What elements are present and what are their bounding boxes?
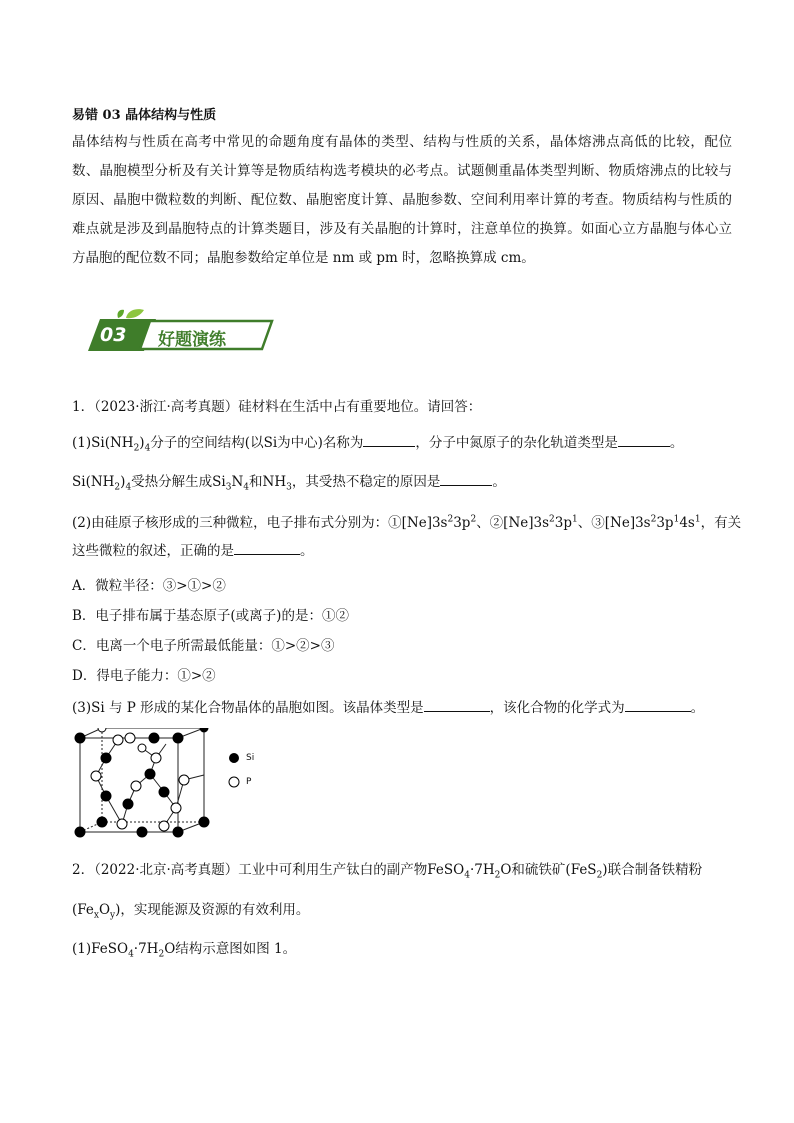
banner-label: 好题演练 bbox=[158, 330, 226, 350]
legend-si: Si bbox=[228, 752, 240, 768]
answer-blank[interactable] bbox=[625, 699, 691, 712]
option-d: D．得电子能力：①>② bbox=[72, 668, 216, 684]
option-a: A．微粒半径：③>①>② bbox=[72, 578, 226, 594]
q1-stem: 1．（2023·浙江·高考真题）硅材料在生活中占有重要地位。请回答： bbox=[72, 399, 482, 415]
unit-cell-figure bbox=[66, 728, 216, 844]
si-atom-icon bbox=[228, 752, 240, 764]
q1-part2: (2)由硅原子核形成的三种微粒，电子排布式分别为：$①[Ne]3s^23p^2$、$②[Ne]3s^23p^1$、$③[Ne]3s^23p^14s^1$，有关 bbox=[72, 514, 742, 531]
answer-blank[interactable] bbox=[440, 473, 492, 486]
q2-line2: $(Fe_xO_y)$，实现能源及资源的有效利用。 bbox=[72, 902, 310, 921]
legend-p: P bbox=[228, 776, 240, 792]
q2-stem: 2．（2022·北京·高考真题）工业中可利用生产钛白的副产物$FeSO_4\cdot 7H_2O$和硫铁矿(FeS$_2$)联合制备铁精粉 bbox=[72, 862, 703, 881]
banner-number: 03 bbox=[100, 324, 127, 346]
answer-blank[interactable] bbox=[234, 542, 300, 555]
answer-blank[interactable] bbox=[618, 434, 670, 447]
q1-part2-line2: 这些微粒的叙述，正确的是 。 bbox=[72, 543, 314, 559]
section-banner bbox=[86, 309, 276, 357]
p-atom-icon bbox=[228, 776, 240, 788]
q1-part1b: $Si(NH_2)_4$受热分解生成$Si_3N_4$和$NH_3$，其受热不稳定的原因是 。 bbox=[72, 474, 506, 493]
intro-paragraph: 晶体结构与性质在高考中常见的命题角度有晶体的类型、结构与性质的关系，晶体熔沸点高低的比较，配位数、晶胞模型分析及有关计算等是物质结构选考模块的必考点。试题侧重晶体类型判断、物质熔沸点的比较与原因、晶胞中微粒数的判断、配位数、晶胞密度计算、晶胞参数、空间利用率计算的考查。物质结构与性质的难点就是涉及到晶胞特点的计算类题目，涉及有关晶胞的计算时，注意单位的换算。如面心立方晶胞与体心立方晶胞的配位数不同；晶胞参数给定单位是 nm 或 pm 时，忽略换算成 cm。 bbox=[72, 134, 732, 266]
q2-part1: $(1)FeSO_4\cdot 7H_2O$结构示意图如图 1。 bbox=[72, 941, 297, 960]
q1-part3: (3)Si 与 P 形成的某化合物晶体的晶胞如图。该晶体类型是 ，该化合物的化学式为 。 bbox=[72, 700, 705, 716]
answer-blank[interactable] bbox=[424, 699, 490, 712]
section-title: 易错 03 晶体结构与性质 bbox=[72, 108, 217, 123]
q1-part1: $(1)Si(NH_2)_4$分子的空间结构(以Si为中心)名称为 ，分子中氮原子的杂化轨道类型是 。 bbox=[72, 435, 684, 454]
option-b: B．电子排布属于基态原子(或离子)的是：①② bbox=[72, 608, 349, 624]
leaf-icon bbox=[126, 309, 144, 318]
option-c: C．电离一个电子所需最低能量：①>②>③ bbox=[72, 638, 335, 654]
answer-blank[interactable] bbox=[363, 434, 415, 447]
